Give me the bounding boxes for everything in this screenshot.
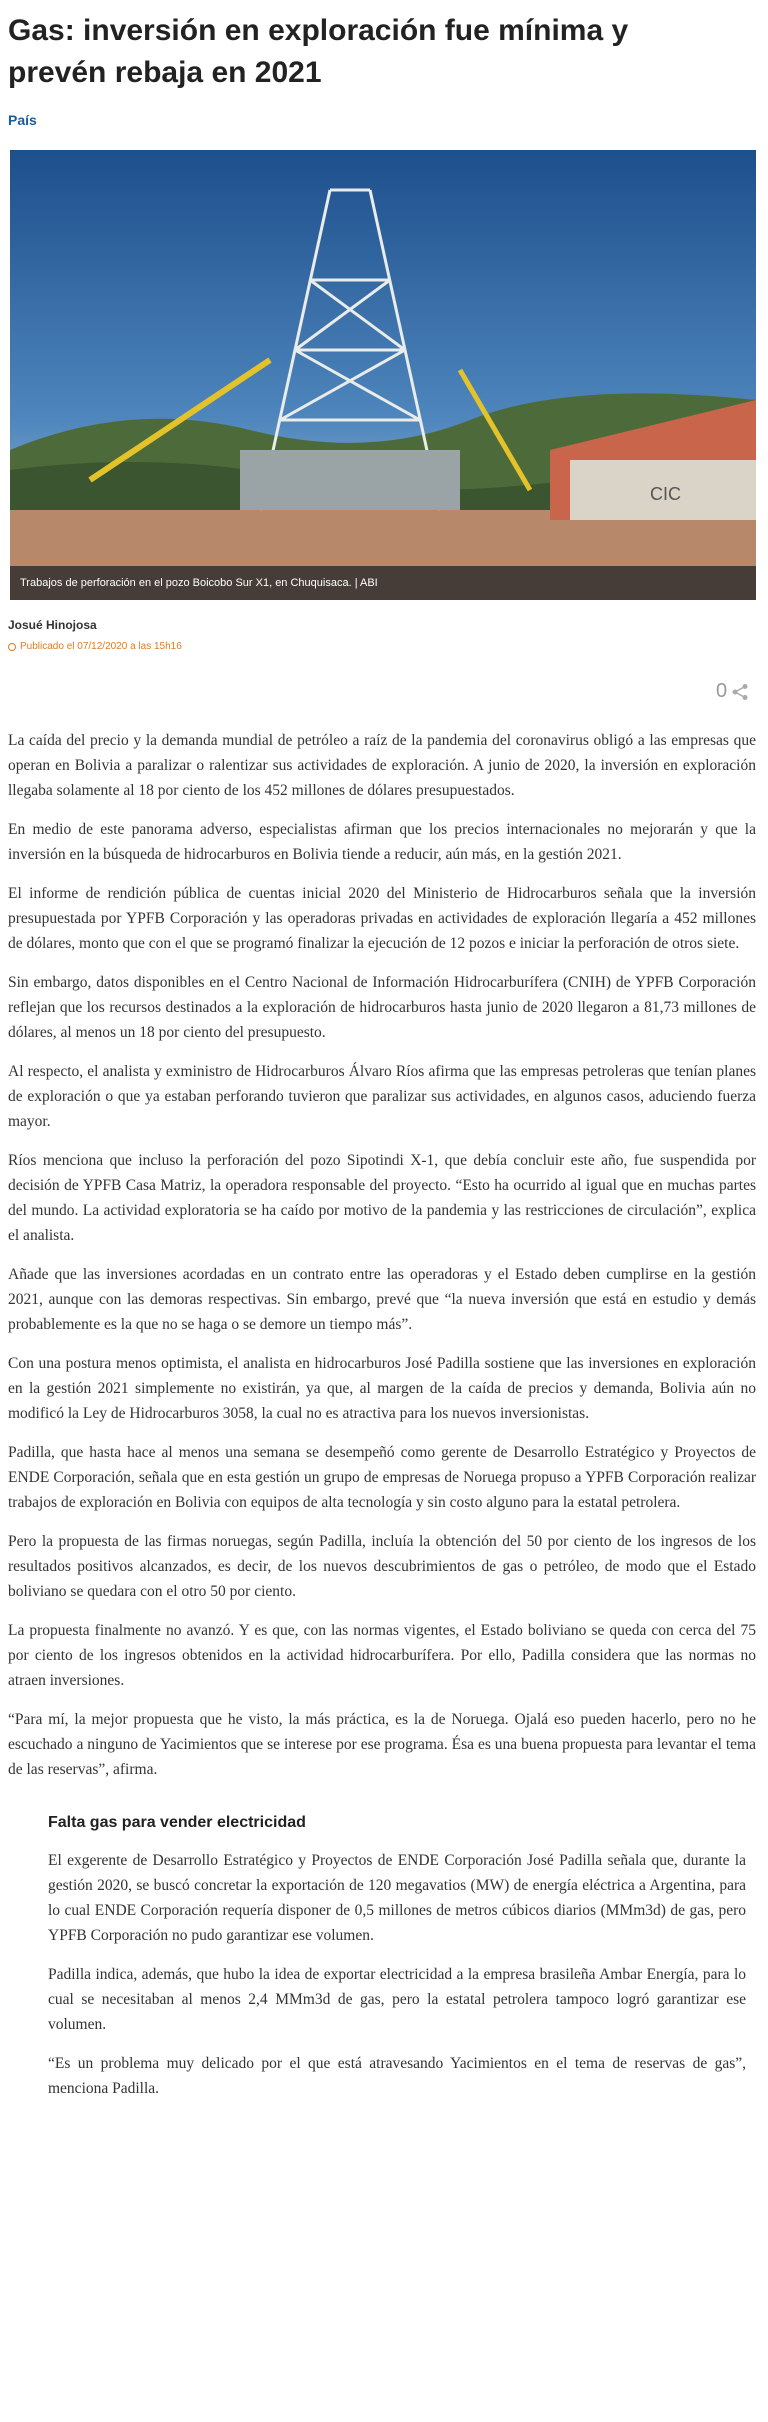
paragraph: Padilla, que hasta hace al menos una semana se desempeñó como gerente de Desarrollo Estratégico y Proyectos de ENDE Corporación, señala que en esta gestión un grupo de empresas de Noruega propuso a YPFB Corporación realizar trabajos de exploración en Bolivia con equipos de alta tecnología y sin costo alguno para la estatal petrolera. — [8, 1444, 756, 1511]
paragraph: Al respecto, el analista y exministro de Hidrocarburos Álvaro Ríos afirma que las empresas petroleras que tenían planes de exploración o que ya estaban perforando tuvieron que paralizar sus actividades, en algunos casos, aduciendo fuerza mayor. — [8, 1063, 756, 1130]
publish-info — [8, 641, 182, 652]
box-heading: Falta gas para vender electricidad — [48, 1814, 306, 1831]
rig-sign-text: CIC — [650, 484, 681, 504]
article-title: Gas: inversión en exploración fue mínima y prevén rebaja en 2021 — [8, 14, 629, 89]
paragraph: Pero la propuesta de las firmas noruegas, según Padilla, incluía la obtención del 50 por ciento de los ingresos de los resultados positivos alcanzados, es decir, de los nuevos descubrimientos de gas o petróleo, de modo que el Estado boliviano se quedara con el otro 50 por ciento. — [8, 1533, 756, 1600]
paragraph: La propuesta finalmente no avanzó. Y es que, con las normas vigentes, el Estado boliviano se queda con cerca del 75 por ciento de los ingresos obtenidos en la actividad hidrocarburífera. Por ello, Padilla considera que las normas no atraen inversiones. — [8, 1622, 756, 1689]
paragraph: Ríos menciona que incluso la perforación del pozo Sipotindi X-1, que debía concluir este año, fue suspendida por decisión de YPFB Casa Matriz, la operadora responsable del proyecto. “Esto ha ocurrido al igual que en muchas partes del mundo. La actividad exploratoria se ha caído por motivo de la pandemia y las restricciones de circulación”, explica el analista. — [8, 1152, 756, 1244]
paragraph: Sin embargo, datos disponibles en el Centro Nacional de Información Hidrocarburífera (CNIH) de YPFB Corporación reflejan que los recursos destinados a la exploración de hidrocarburos hasta junio de 2020 llegaron a 81,73 millones de dólares, al menos un 18 por ciento del presupuesto. — [8, 974, 756, 1041]
share-count: 0 — [716, 680, 728, 702]
box-paragraph: El exgerente de Desarrollo Estratégico y Proyectos de ENDE Corporación José Padilla señala que, durante la gestión 2020, se buscó concretar la exportación de 120 megavatios (MW) de energía eléctrica a Argentina, para lo cual ENDE Corporación requería disponer de 0,5 millones de metros cúbicos diarios (MMm3d) de gas, pero YPFB Corporación no pudo garantizar ese volumen. — [48, 1852, 746, 1944]
sidebar-box — [8, 1814, 756, 2127]
article-body — [8, 728, 756, 2127]
paragraph: El informe de rendición pública de cuentas inicial 2020 del Ministerio de Hidrocarburos señala que la inversión presupuestada por YPFB Corporación y las operadoras privadas en actividades de exploración llegaría a 452 millones de dólares, monto que con el que se programó finalizar la ejecución de 12 pozos e iniciar la perforación de otros siete. — [8, 885, 756, 952]
box-paragraph: Padilla indica, además, que hubo la idea de exportar electricidad a la empresa brasileña Ambar Energía, para lo cual se necesitaban al menos 2,4 MMm3d de gas, pero la estatal petrolera tampoco logró garantizar ese volumen. — [48, 1966, 746, 2033]
author-name: Josué Hinojosa — [8, 618, 97, 632]
paragraph: Con una postura menos optimista, el analista en hidrocarburos José Padilla sostiene que las inversiones en exploración en la gestión 2021 simplemente no existirán, ya que, al margen de la caída de precios y demanda, Bolivia aún no modificó la Ley de Hidrocarburos 3058, la cual no es atractiva para los nuevos inversionistas. — [8, 1355, 756, 1422]
share-widget[interactable] — [716, 680, 749, 703]
article-photo — [10, 150, 756, 600]
share-icon[interactable] — [731, 683, 749, 701]
publish-date: Publicado el 07/12/2020 a las 15h16 — [20, 641, 182, 652]
paragraph: La caída del precio y la demanda mundial de petróleo a raíz de la pandemia del coronavirus obligó a las empresas que operan en Bolivia a paralizar o ralentizar sus actividades de exploración. A junio de 2020, la inversión en exploración llegaba solamente al 18 por ciento de los 452 millones de dólares presupuestados. — [8, 732, 756, 799]
drilling-rig-photo — [10, 150, 756, 600]
paragraph: En medio de este panorama adverso, especialistas afirman que los precios internacionales no mejorarán y que la inversión en la búsqueda de hidrocarburos en Bolivia tiende a reducir, aún más, en la gestión 2021. — [8, 821, 756, 863]
clock-icon — [8, 643, 16, 651]
paragraph: Añade que las inversiones acordadas en un contrato entre las operadoras y el Estado deben cumplirse en la gestión 2021, aunque con las demoras respectivas. Sin embargo, prevé que “la nueva inversión que está en estudio y demás probablemente es la que no se haga o se demore un tiempo más”. — [8, 1266, 756, 1333]
photo-caption: Trabajos de perforación en el pozo Boicobo Sur X1, en Chuquisaca. | ABI — [10, 566, 756, 600]
paragraph: “Para mí, la mejor propuesta que he visto, la más práctica, es la de Noruega. Ojalá eso pueden hacerlo, pero no he escuchado a ninguno de Yacimientos que se interese por ese programa. Ésa es una buena propuesta para levantar el tema de las reservas”, afirma. — [8, 1711, 756, 1778]
section-link[interactable]: País — [8, 112, 37, 128]
box-paragraph: “Es un problema muy delicado por el que está atravesando Yacimientos en el tema de reservas de gas”, menciona Padilla. — [48, 2055, 746, 2097]
